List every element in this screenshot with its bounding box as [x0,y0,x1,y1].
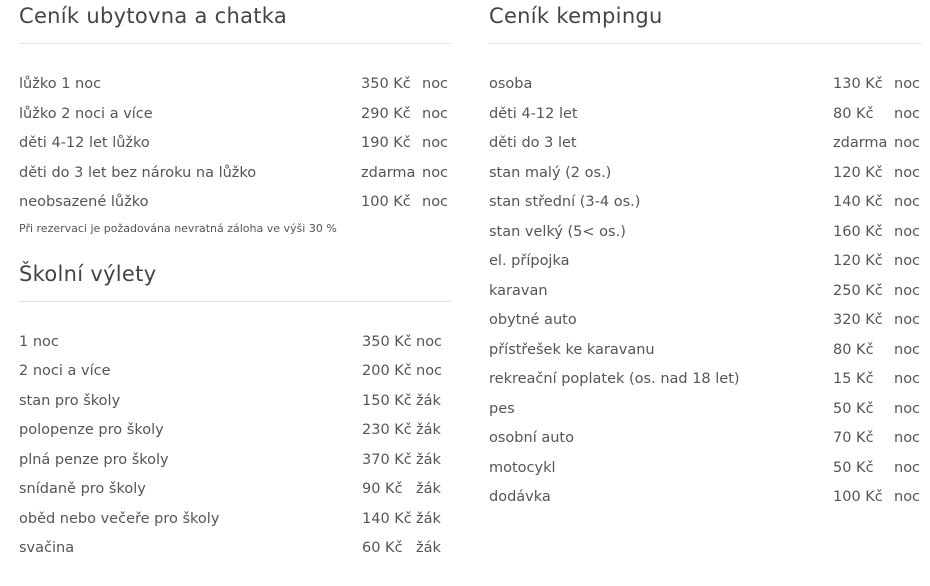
table-row [19,446,451,476]
item-name: osoba [489,76,533,92]
item-name: děti 4-12 let lůžko [19,135,150,151]
item-name: lůžko 1 noc [19,76,102,92]
table-row [489,188,921,218]
item-unit: noc [894,282,921,299]
item-name: děti do 3 let bez nároku na lůžko [19,164,257,181]
kemping-price-table [489,70,921,513]
table-row [19,387,451,417]
table-row [489,424,921,454]
item-unit: noc [894,459,921,476]
table-row [489,336,921,366]
ubytovna-section [19,0,451,239]
item-unit: noc [894,135,921,151]
kemping-divider [489,43,921,44]
table-row [19,70,451,100]
item-price: zdarma [833,135,888,151]
item-name: 1 noc [19,333,59,350]
table-row [489,218,921,248]
table-row [489,365,921,395]
item-price: 350 Kč [362,333,412,350]
table-row [19,188,451,218]
deposit-note: Při rezervaci je požadována nevratná záloha ve výši 30 % [19,221,337,235]
item-unit: žák [416,422,441,438]
item-price: 120 Kč [833,253,883,269]
item-unit: noc [422,164,449,181]
item-price: 290 Kč [361,105,411,122]
item-unit: noc [894,312,921,328]
item-name: snídaně pro školy [19,481,146,497]
item-price: zdarma [361,164,416,181]
table-row [489,247,921,277]
item-name: polopenze pro školy [19,422,164,438]
right-column [489,0,921,513]
table-row [489,483,921,513]
item-unit: noc [422,105,449,122]
item-unit: noc [894,105,921,122]
vylety-title: Školní výlety [19,261,157,286]
item-price: 50 Kč [833,459,874,476]
item-price: 15 Kč [833,371,874,387]
vylety-price-table [19,328,451,564]
item-price: 140 Kč [833,194,883,210]
item-unit: noc [416,333,443,350]
item-price: 190 Kč [361,135,411,151]
item-price: 150 Kč [362,392,412,409]
ubytovna-price-table [19,70,451,218]
item-price: 160 Kč [833,223,883,240]
item-name: dodávka [489,489,551,505]
table-row [489,129,921,159]
item-price: 80 Kč [833,341,874,358]
item-unit: noc [894,194,921,210]
item-price: 350 Kč [361,76,411,92]
item-name: stan střední (3-4 os.) [489,194,641,210]
ubytovna-title: Ceník ubytovna a chatka [19,4,288,28]
item-unit: noc [416,363,443,379]
item-unit: žák [416,510,441,527]
item-unit: žák [416,451,441,468]
item-price: 60 Kč [362,540,403,556]
table-row [19,357,451,387]
table-row [19,475,451,505]
table-row [19,328,451,358]
vylety-section [19,257,451,564]
table-row [19,505,451,535]
kemping-title: Ceník kempingu [489,4,663,28]
item-name: stan malý (2 os.) [489,164,612,181]
table-row [489,70,921,100]
item-name: stan pro školy [19,392,121,409]
item-price: 70 Kč [833,430,874,446]
item-price: 130 Kč [833,76,883,92]
item-name: přístřešek ke karavanu [489,341,655,358]
item-name: stan velký (5< os.) [489,223,626,240]
item-name: oběd nebo večeře pro školy [19,510,220,527]
item-unit: noc [894,400,921,417]
table-row [489,277,921,307]
item-unit: žák [416,392,441,409]
item-unit: žák [416,540,441,556]
item-name: děti 4-12 let [489,105,578,122]
item-name: svačina [19,540,75,556]
item-unit: noc [894,371,921,387]
item-name: neobsazené lůžko [19,194,149,210]
item-unit: noc [422,135,449,151]
item-unit: noc [422,76,449,92]
table-row [489,306,921,336]
item-name: karavan [489,282,548,299]
item-unit: noc [894,430,921,446]
item-price: 90 Kč [362,481,403,497]
item-price: 120 Kč [833,164,883,181]
item-unit: noc [894,76,921,92]
table-row [19,159,451,189]
item-name: děti do 3 let [489,135,577,151]
item-price: 230 Kč [362,422,412,438]
item-unit: žák [416,481,441,497]
item-price: 50 Kč [833,400,874,417]
ubytovna-divider [19,43,451,44]
item-name: pes [489,400,515,417]
item-price: 320 Kč [833,312,883,328]
item-unit: noc [422,194,449,210]
table-row [489,395,921,425]
item-name: 2 noci a více [19,363,111,379]
item-name: osobní auto [489,430,574,446]
item-name: rekreační poplatek (os. nad 18 let) [489,371,740,387]
item-price: 80 Kč [833,105,874,122]
item-unit: noc [894,223,921,240]
item-price: 140 Kč [362,510,412,527]
vylety-divider [19,301,451,302]
item-price: 100 Kč [361,194,411,210]
item-price: 200 Kč [362,363,412,379]
item-price: 250 Kč [833,282,883,299]
item-name: plná penze pro školy [19,451,169,468]
item-unit: noc [894,341,921,358]
table-row [489,454,921,484]
item-unit: noc [894,164,921,181]
kemping-section [489,0,921,513]
table-row [19,416,451,446]
table-row [489,100,921,130]
item-price: 100 Kč [833,489,883,505]
item-price: 370 Kč [362,451,412,468]
item-name: lůžko 2 noci a více [19,105,153,122]
table-row [19,100,451,130]
table-row [489,159,921,189]
table-row [19,534,451,564]
item-unit: noc [894,489,921,505]
left-column [19,0,451,564]
item-name: motocykl [489,459,556,476]
item-name: obytné auto [489,312,577,328]
table-row [19,129,451,159]
item-name: el. přípojka [489,253,570,269]
item-unit: noc [894,253,921,269]
